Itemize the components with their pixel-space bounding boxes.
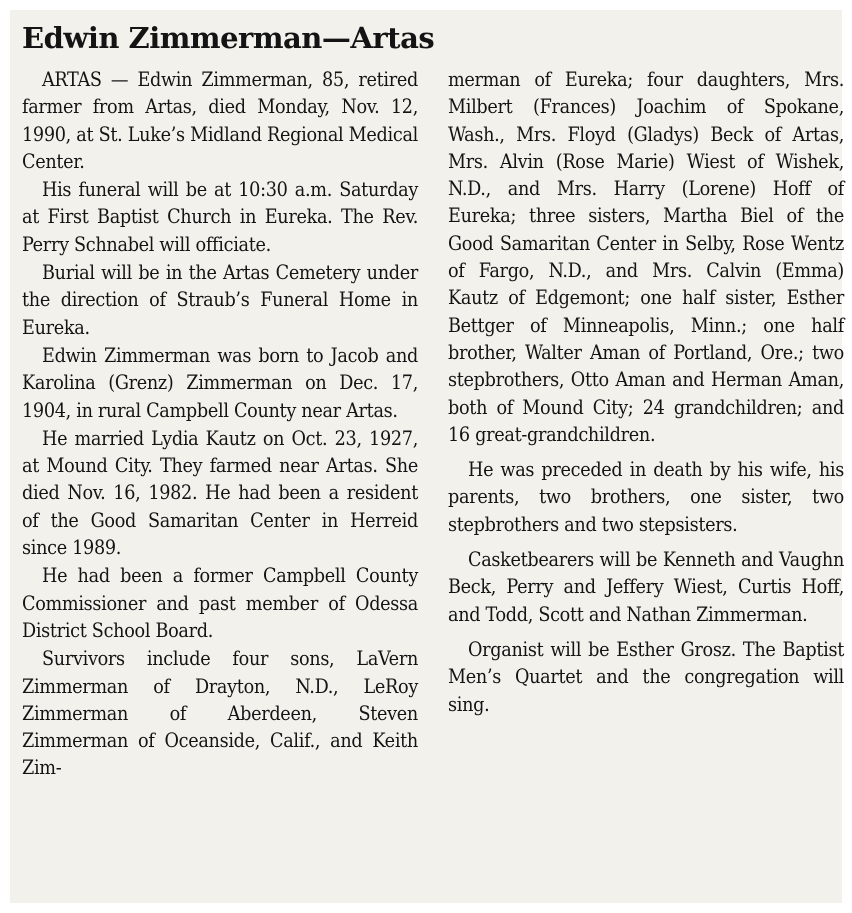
paragraph-preceded-in-death: He was preceded in death by his wife, his parents, two brothers, one sister, two stepbrothers and two stepsisters. [448, 458, 844, 536]
paragraph-public-service: He had been a former Campbell County Commissioner and past member of Odessa District School Board. [22, 564, 418, 642]
paragraph-funeral: His funeral will be at 10:30 a.m. Saturday at First Baptist Church in Eureka. The Rev. Perry Schnabel will officiate. [22, 178, 418, 256]
paragraph-casketbearers: Casketbearers will be Kenneth and Vaughn Beck, Perry and Jeffery Wiest, Curtis Hoff, and Todd, Scott and Nathan Zimmerman. [448, 548, 844, 626]
right-column [448, 66, 844, 718]
paragraph-survivors-start: Survivors include four sons, LaVern Zimmerman of Drayton, N.D., LeRoy Zimmerman of Aberdeen, Steven Zimmerman of Oceanside, Calif., and Keith Zim- [22, 647, 418, 780]
paragraph-survivors-continued: merman of Eureka; four daughters, Mrs. Milbert (Frances) Joachim of Spokane, Wash., Mrs. Floyd (Gladys) Beck of Artas, Mrs. Alvin (Rose Marie) Wiest of Wishek, N.D., and Mrs. Harry (Lorene) Hoff of Eureka; three sisters, Martha Biel of the Good Samaritan Center in Selby, Rose Wentz of Fargo, N.D., and Mrs. Calvin (Emma) Kautz of Edgemont; one half sister, Esther Bettger of Minneapolis, Minn.; one half brother, Walter Aman of Portland, Ore.; two stepbrothers, Otto Aman and Herman Aman, both of Mound City; 24 grandchildren; and 16 great-grandchildren. [448, 68, 844, 446]
paragraph-burial: Burial will be in the Artas Cemetery under the direction of Straub’s Funeral Home in Eureka. [22, 261, 418, 339]
headline: Edwin Zimmerman—Artas [22, 21, 435, 55]
article-body [22, 66, 844, 903]
paragraph-birth: Edwin Zimmerman was born to Jacob and Karolina (Grenz) Zimmerman on Dec. 17, 1904, in rural Campbell County near Artas. [22, 343, 418, 422]
newspaper-clipping [10, 10, 842, 903]
paragraph-marriage: He married Lydia Kautz on Oct. 23, 1927, at Mound City. They farmed near Artas. She died Nov. 16, 1982. He had been a resident of the Good Samaritan Center in Herreid since 1989. [22, 426, 418, 560]
paragraph-death-notice: ARTAS — Edwin Zimmerman, 85, retired farmer from Artas, died Monday, Nov. 12, 1990, at St. Luke’s Midland Regional Medical Center. [22, 68, 418, 173]
paragraph-music: Organist will be Esther Grosz. The Baptist Men’s Quartet and the congregation will sing. [448, 637, 844, 716]
left-column [22, 66, 418, 782]
